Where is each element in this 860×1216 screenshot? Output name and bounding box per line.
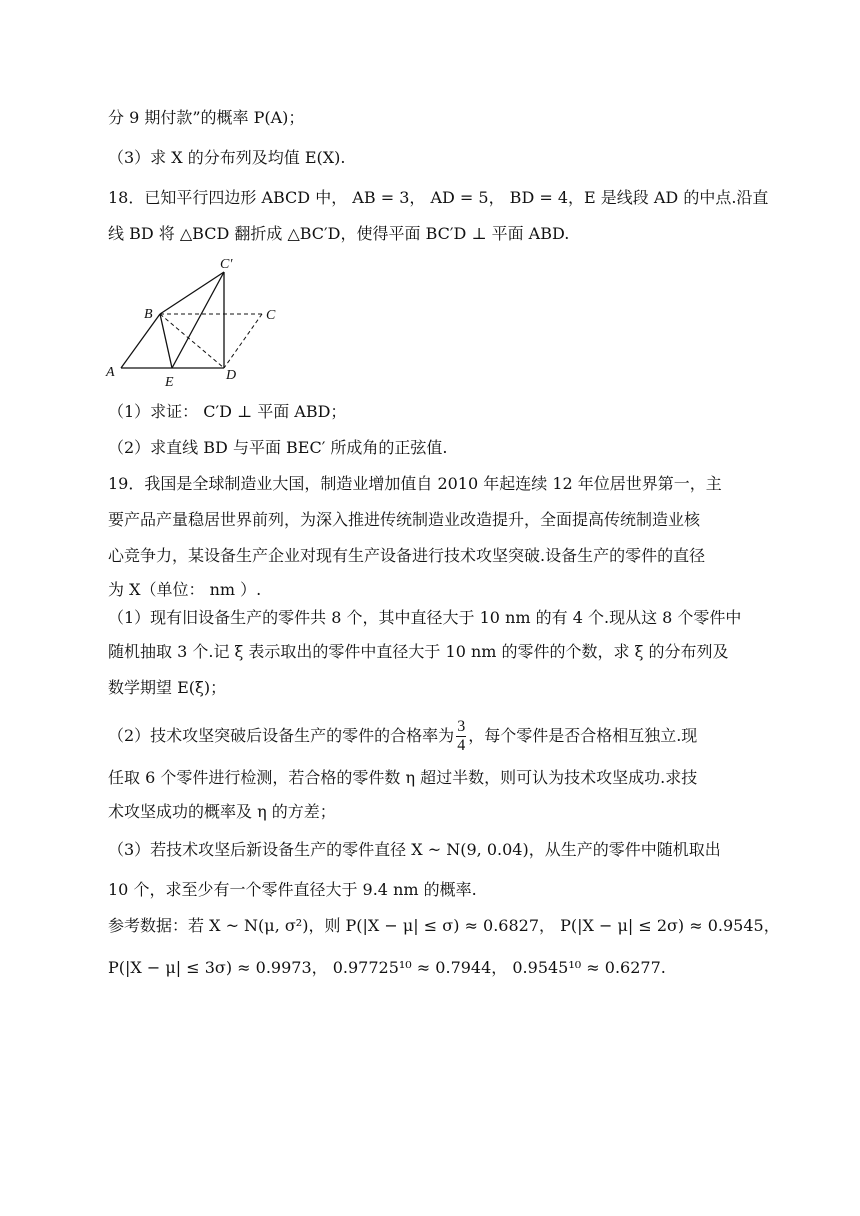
- q19-part2-line1: [108, 716, 697, 756]
- edge-BE: [160, 314, 172, 368]
- edge-CpE: [172, 272, 224, 368]
- q18-statement-line2: 线 BD 将 △BCD 翻折成 △BC′D，使得平面 BC′D ⊥ 平面 ABD.: [108, 224, 570, 243]
- fraction-three-quarters: [456, 718, 466, 755]
- q19-part3-line1: （3）若技术攻坚后新设备生产的零件直径 X ~ N(9, 0.04)，从生产的零件中随机取出: [108, 840, 721, 859]
- label-C: C: [266, 308, 276, 323]
- label-B: B: [144, 307, 153, 322]
- q19-part2-text-b: ，每个零件是否合格相互独立.现: [468, 726, 698, 745]
- label-A: A: [106, 365, 115, 380]
- edge-AB: [121, 314, 160, 368]
- q18-part2: （2）求直线 BD 与平面 BEC′ 所成角的正弦值.: [108, 438, 448, 457]
- reference-data-line1: 参考数据：若 X ~ N(μ, σ²)，则 P(|X − μ| ≤ σ) ≈ 0.6827， P(|X − μ| ≤ 2σ) ≈ 0.9545，: [108, 916, 780, 935]
- q19-part2-text-a: （2）技术攻坚突破后设备生产的零件的合格率为: [108, 726, 455, 745]
- q19-statement-line2: 要产品产量稳居世界前列，为深入推进传统制造业改造提升，全面提高传统制造业核: [108, 510, 701, 529]
- q19-statement-line4: 为 X（单位： nm ）.: [108, 580, 262, 599]
- q19-part1-line3: 数学期望 E(ξ)；: [108, 678, 227, 697]
- edge-CD-dashed: [224, 314, 262, 368]
- q19-statement-line3: 心竞争力，某设备生产企业对现有生产设备进行技术攻坚突破.设备生产的零件的直径: [108, 546, 706, 565]
- edge-BCp: [160, 272, 224, 314]
- fraction-denominator: 4: [457, 737, 466, 754]
- q19-part2-line2: 任取 6 个零件进行检测，若合格的零件数 η 超过半数，则可认为技术攻坚成功.求技: [108, 768, 698, 787]
- q18-part1: （1）求证： C′D ⊥ 平面 ABD；: [108, 402, 347, 421]
- q18-statement-line1: 18．已知平行四边形 ABCD 中， AB = 3， AD = 5， BD = 4，E 是线段 AD 的中点.沿直: [108, 188, 769, 207]
- q19-part3-line2: 10 个，求至少有一个零件直径大于 9.4 nm 的概率.: [108, 880, 477, 899]
- q19-part1-line1: （1）现有旧设备生产的零件共 8 个，其中直径大于 10 nm 的有 4 个.现从这 8 个零件中: [108, 608, 742, 627]
- label-E: E: [165, 375, 174, 390]
- q19-statement-line1: 19．我国是全球制造业大国，制造业增加值自 2010 年起连续 12 年位居世界第一，主: [108, 474, 722, 493]
- q17-probability-line: 分 9 期付款”的概率 P(A)；: [108, 108, 305, 127]
- reference-data-line2: P(|X − μ| ≤ 3σ) ≈ 0.9973， 0.97725¹⁰ ≈ 0.7944， 0.9545¹⁰ ≈ 0.6277.: [108, 958, 666, 977]
- q18-fold-figure: [100, 252, 290, 390]
- label-C-prime: C′: [220, 257, 233, 272]
- label-D: D: [226, 368, 237, 383]
- q19-part2-line3: 术攻坚成功的概率及 η 的方差；: [108, 802, 336, 821]
- q17-part3: （3）求 X 的分布列及均值 E(X).: [108, 148, 346, 167]
- fraction-numerator: 3: [457, 718, 466, 735]
- q19-part1-line2: 随机抽取 3 个.记 ξ 表示取出的零件中直径大于 10 nm 的零件的个数，求 ξ 的分布列及: [108, 642, 729, 661]
